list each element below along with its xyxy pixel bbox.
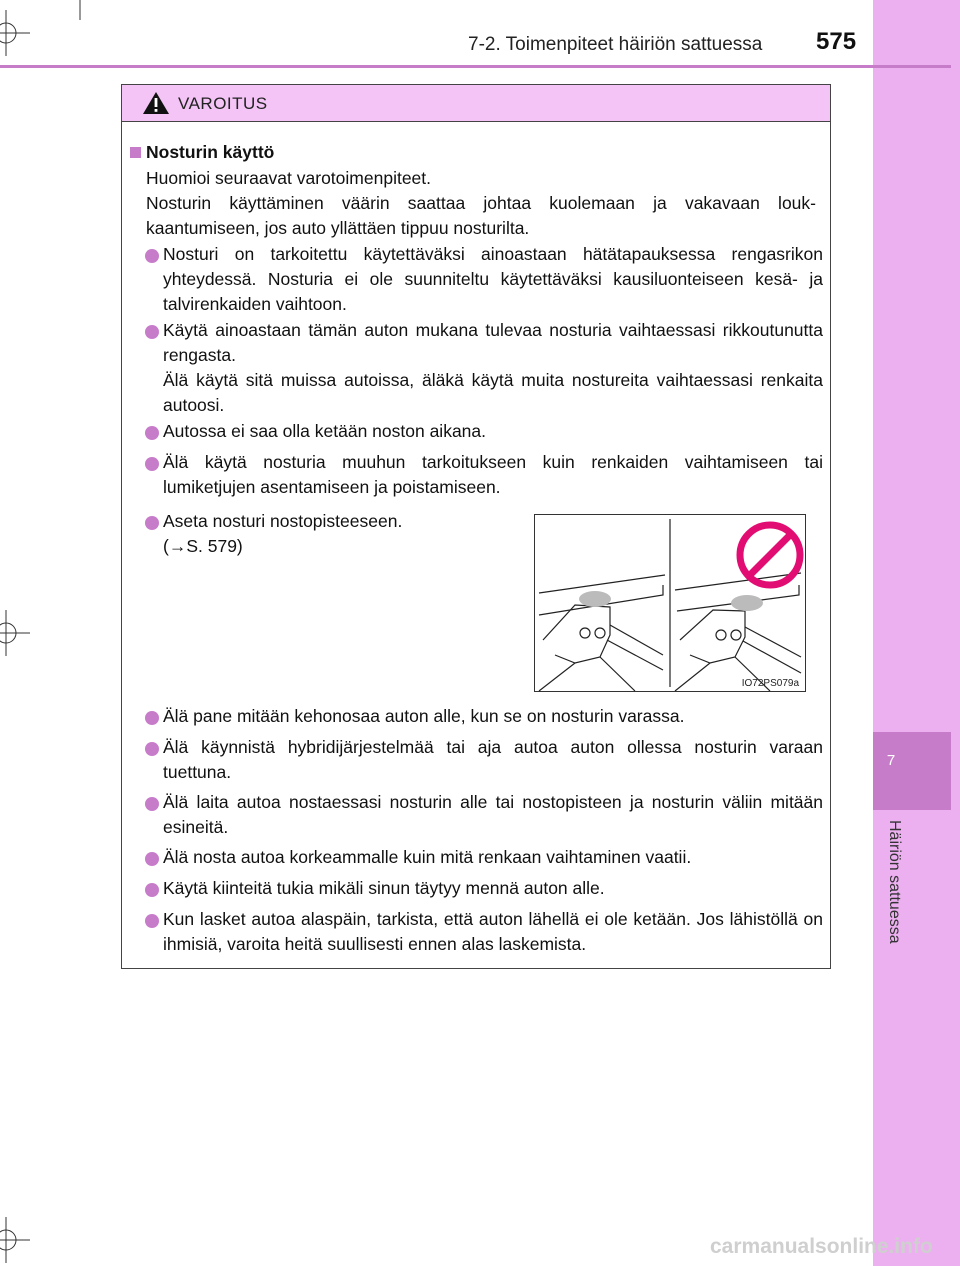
- bullet-item-continued: Älä käytä sitä muissa autoissa, äläkä käytä muita nostureita vaihtaessasi renkaita autoosi.: [163, 370, 823, 415]
- side-tab: [873, 0, 960, 1266]
- bullet-dot-icon: [145, 457, 159, 471]
- warning-header: [122, 85, 830, 122]
- jack-drawing: [535, 515, 805, 691]
- bullet-item: Älä laita autoa nostaessasi nosturin alle tai nostopisteen ja nosturin väliin mitään esineitä.: [163, 792, 823, 837]
- bullet-item: Käytä ainoastaan tämän auton mukana tulevaa nosturia vaihtaessasi rikkoutunutta rengasta.: [163, 320, 823, 365]
- section-title: 7-2. Toimenpiteet häiriön sattuessa: [468, 34, 763, 55]
- bullet-dot-icon: [145, 325, 159, 339]
- bullet-item: Älä pane mitään kehonosaa auton alle, kun se on nosturin varassa.: [163, 706, 685, 726]
- intro-paragraph: Nosturin käyttäminen väärin saattaa johtaa kuolemaan ja vakavaan louk-kaantumiseen, jos auto yllättäen tippuu nosturilta.: [146, 193, 816, 238]
- page-number: 575: [816, 28, 857, 55]
- heading-square-icon: [130, 147, 141, 158]
- bullet-dot-icon: [145, 883, 159, 897]
- warning-label: VAROITUS: [178, 94, 268, 113]
- chapter-tab: [873, 732, 951, 810]
- bullet-dot-icon: [145, 516, 159, 530]
- chapter-number: 7: [886, 752, 896, 769]
- intro-line: Huomioi seuraavat varotoimenpiteet.: [146, 168, 432, 188]
- bullet-item: Käytä kiinteitä tukia mikäli sinun täytyy mennä auton alle.: [163, 878, 605, 898]
- bullet-dot-icon: [145, 249, 159, 263]
- bullet-item: Autossa ei saa olla ketään noston aikana.: [163, 421, 486, 441]
- chapter-title: Häiriön sattuessa: [886, 820, 903, 944]
- bullet-dot-icon: [145, 914, 159, 928]
- bullet-dot-icon: [145, 711, 159, 725]
- bullet-dot-icon: [145, 852, 159, 866]
- jack-point-text: Aseta nosturi nostopisteeseen.: [163, 511, 403, 531]
- bullet-item: Älä käytä nosturia muuhun tarkoitukseen kuin renkaiden vaihtamiseen tai lumiketjujen asentamiseen ja poistamiseen.: [163, 452, 823, 497]
- watermark: carmanualsonline.info: [710, 1235, 933, 1258]
- figure-label: IO72PS079a: [741, 678, 799, 689]
- header-rule: [0, 65, 951, 68]
- bullet-item: Kun lasket autoa alaspäin, tarkista, että auton lähellä ei ole ketään. Jos lähistöllä on ihmisiä, varoita heitä suullisesti ennen alas laskemista.: [163, 909, 823, 954]
- bullet-dot-icon: [145, 797, 159, 811]
- bullet-dot-icon: [145, 742, 159, 756]
- bullet-item: Älä nosta autoa korkeammalle kuin mitä renkaan vaihtaminen vaatii.: [163, 847, 692, 867]
- warning-icon: [142, 91, 170, 115]
- bullet-item: Nosturi on tarkoitettu käytettäväksi ainoastaan hätätapauksessa rengasrikon yhteydessä. Nosturia ei ole suunniteltu käytettäväksi kausiluonteiseen kesä- ja talvirenkaiden vaihtoon.: [163, 244, 823, 314]
- jack-illustration: [534, 514, 806, 692]
- bullet-item: Älä käynnistä hybridijärjestelmää tai aja autoa auton ollessa nosturin varaan tuettuna.: [163, 737, 823, 782]
- warning-heading: Nosturin käyttö: [146, 142, 275, 162]
- jack-point-ref: (→S. 579): [163, 536, 243, 556]
- bullet-dot-icon: [145, 426, 159, 440]
